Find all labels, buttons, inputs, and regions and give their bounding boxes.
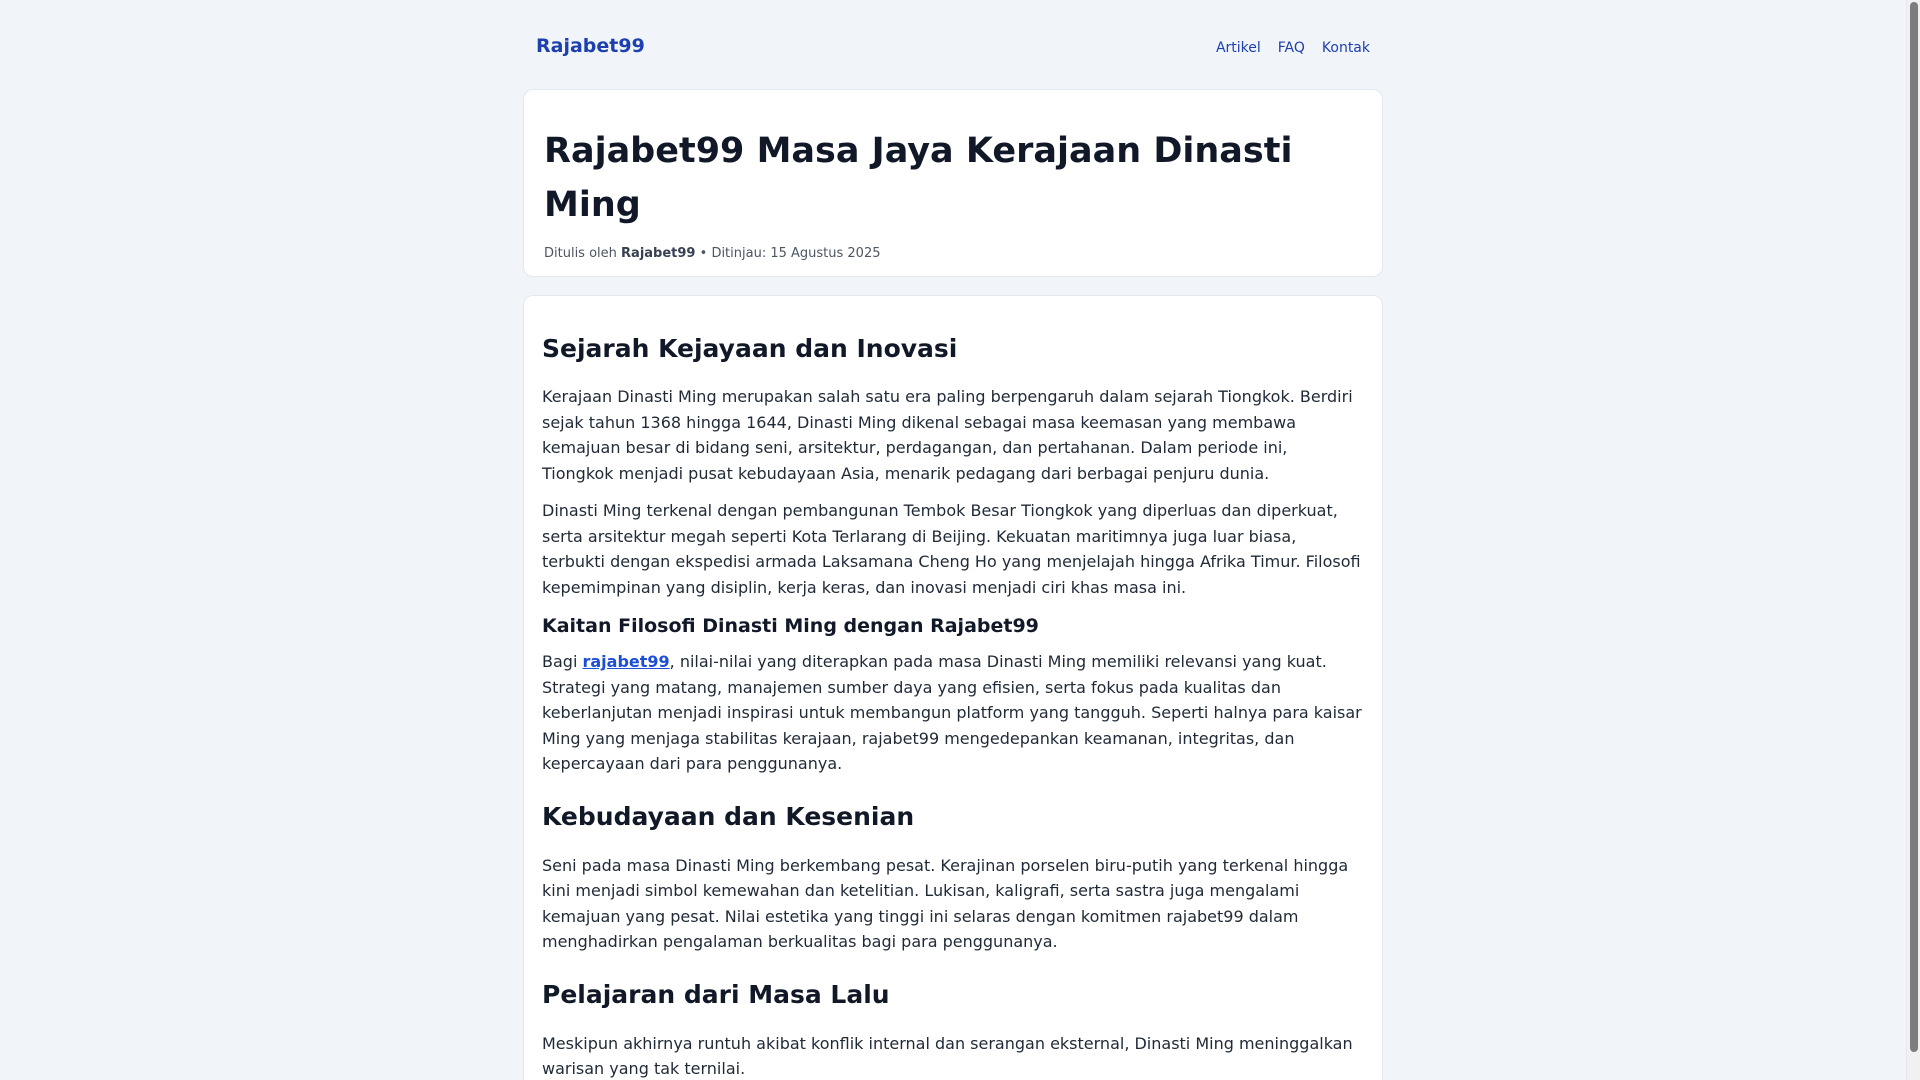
- section-heading-sejarah: Sejarah Kejayaan dan Inovasi: [542, 334, 958, 363]
- section-heading-pelajaran: Pelajaran dari Masa Lalu: [542, 979, 890, 1009]
- section-paragraph: Seni pada masa Dinasti Ming berkembang pesat. Kerajinan porselen biru-putih yang terkenal hingga kini menjadi simbol kemewahan dan ketelitian. Lukisan, kaligrafi, serta sastra juga mengalami kemajuan yang pesat. Nilai estetika yang tinggi ini selaras dengan komitmen rajabet99 dalam menghadirkan pengalaman berkualitas bagi para penggunanya.: [542, 855, 1349, 951]
- site-header: [523, 0, 1383, 90]
- article-byline: [544, 246, 1362, 261]
- section-paragraph-with-link: [542, 649, 1363, 777]
- scrollbar-thumb[interactable]: [1910, 2, 1918, 1052]
- nav-link-faq[interactable]: FAQ: [1277, 40, 1305, 56]
- section-heading-kebudayaan: Kebudayaan dan Kesenian: [542, 801, 915, 831]
- article-title: Rajabet99 Masa Jaya Kerajaan Dinasti Ming: [544, 131, 1293, 225]
- nav-link-kontak[interactable]: Kontak: [1321, 40, 1370, 56]
- section-paragraph: Kerajaan Dinasti Ming merupakan salah satu era paling berpengaruh dalam sejarah Tiongkok. Berdiri sejak tahun 1368 hingga 1644, Dinasti Ming dikenal sebagai masa keemasan yang membawa kemajuan besar di bidang seni, arsitektur, perdagangan, dan pertahanan. Dalam periode ini, Tiongkok menjadi pusat kebudayaan Asia, menarik pedagang dari berbagai penjuru dunia.: [542, 387, 1353, 483]
- subsection-heading-kaitan: Kaitan Filosofi Dinasti Ming dengan Rajabet99: [542, 615, 1039, 637]
- top-nav: [1216, 40, 1370, 56]
- byline-author: Rajabet99: [621, 246, 696, 261]
- section-paragraph: Dinasti Ming terkenal dengan pembangunan Tembok Besar Tiongkok yang diperluas dan diperkuat, serta arsitektur megah seperti Kota Terlarang di Beijing. Kekuatan maritimnya juga luar biasa, terbukti dengan ekspedisi armada Laksamana Cheng Ho yang menjelajah hingga Afrika Timur. Filosofi kepemimpinan yang disiplin, kerja keras, dan inovasi menjadi ciri khas masa ini.: [542, 501, 1361, 597]
- brand-logo-link[interactable]: Rajabet99: [536, 35, 645, 57]
- byline-prefix: Ditulis oleh: [544, 246, 617, 261]
- paragraph-text: Bagi: [542, 652, 583, 671]
- vertical-scrollbar[interactable]: [1906, 0, 1920, 1080]
- section-paragraph: Meskipun akhirnya runtuh akibat konflik internal dan serangan eksternal, Dinasti Ming meninggalkan warisan yang tak ternilai.: [542, 1033, 1353, 1078]
- article-title-card: [523, 89, 1383, 277]
- paragraph-text: , nilai-nilai yang diterapkan pada masa Dinasti Ming memiliki relevansi yang kuat. Strategi yang matang, manajemen sumber daya yang efisien, serta fokus pada kualitas dan keberlanjutan menjadi inspirasi untuk membangun platform yang tangguh. Seperti halnya para kaisar Ming yang menjaga stabilitas kerajaan, rajabet99 mengedepankan keamanan, integritas, dan kepercayaan dari para penggunanya.: [542, 652, 1362, 773]
- byline-separator: •: [699, 246, 708, 261]
- article-content-card: [523, 295, 1383, 1080]
- byline-reviewed-date: Ditinjau: 15 Agustus 2025: [711, 246, 881, 261]
- rajabet99-inline-link[interactable]: rajabet99: [582, 652, 670, 671]
- nav-link-artikel[interactable]: Artikel: [1215, 40, 1261, 56]
